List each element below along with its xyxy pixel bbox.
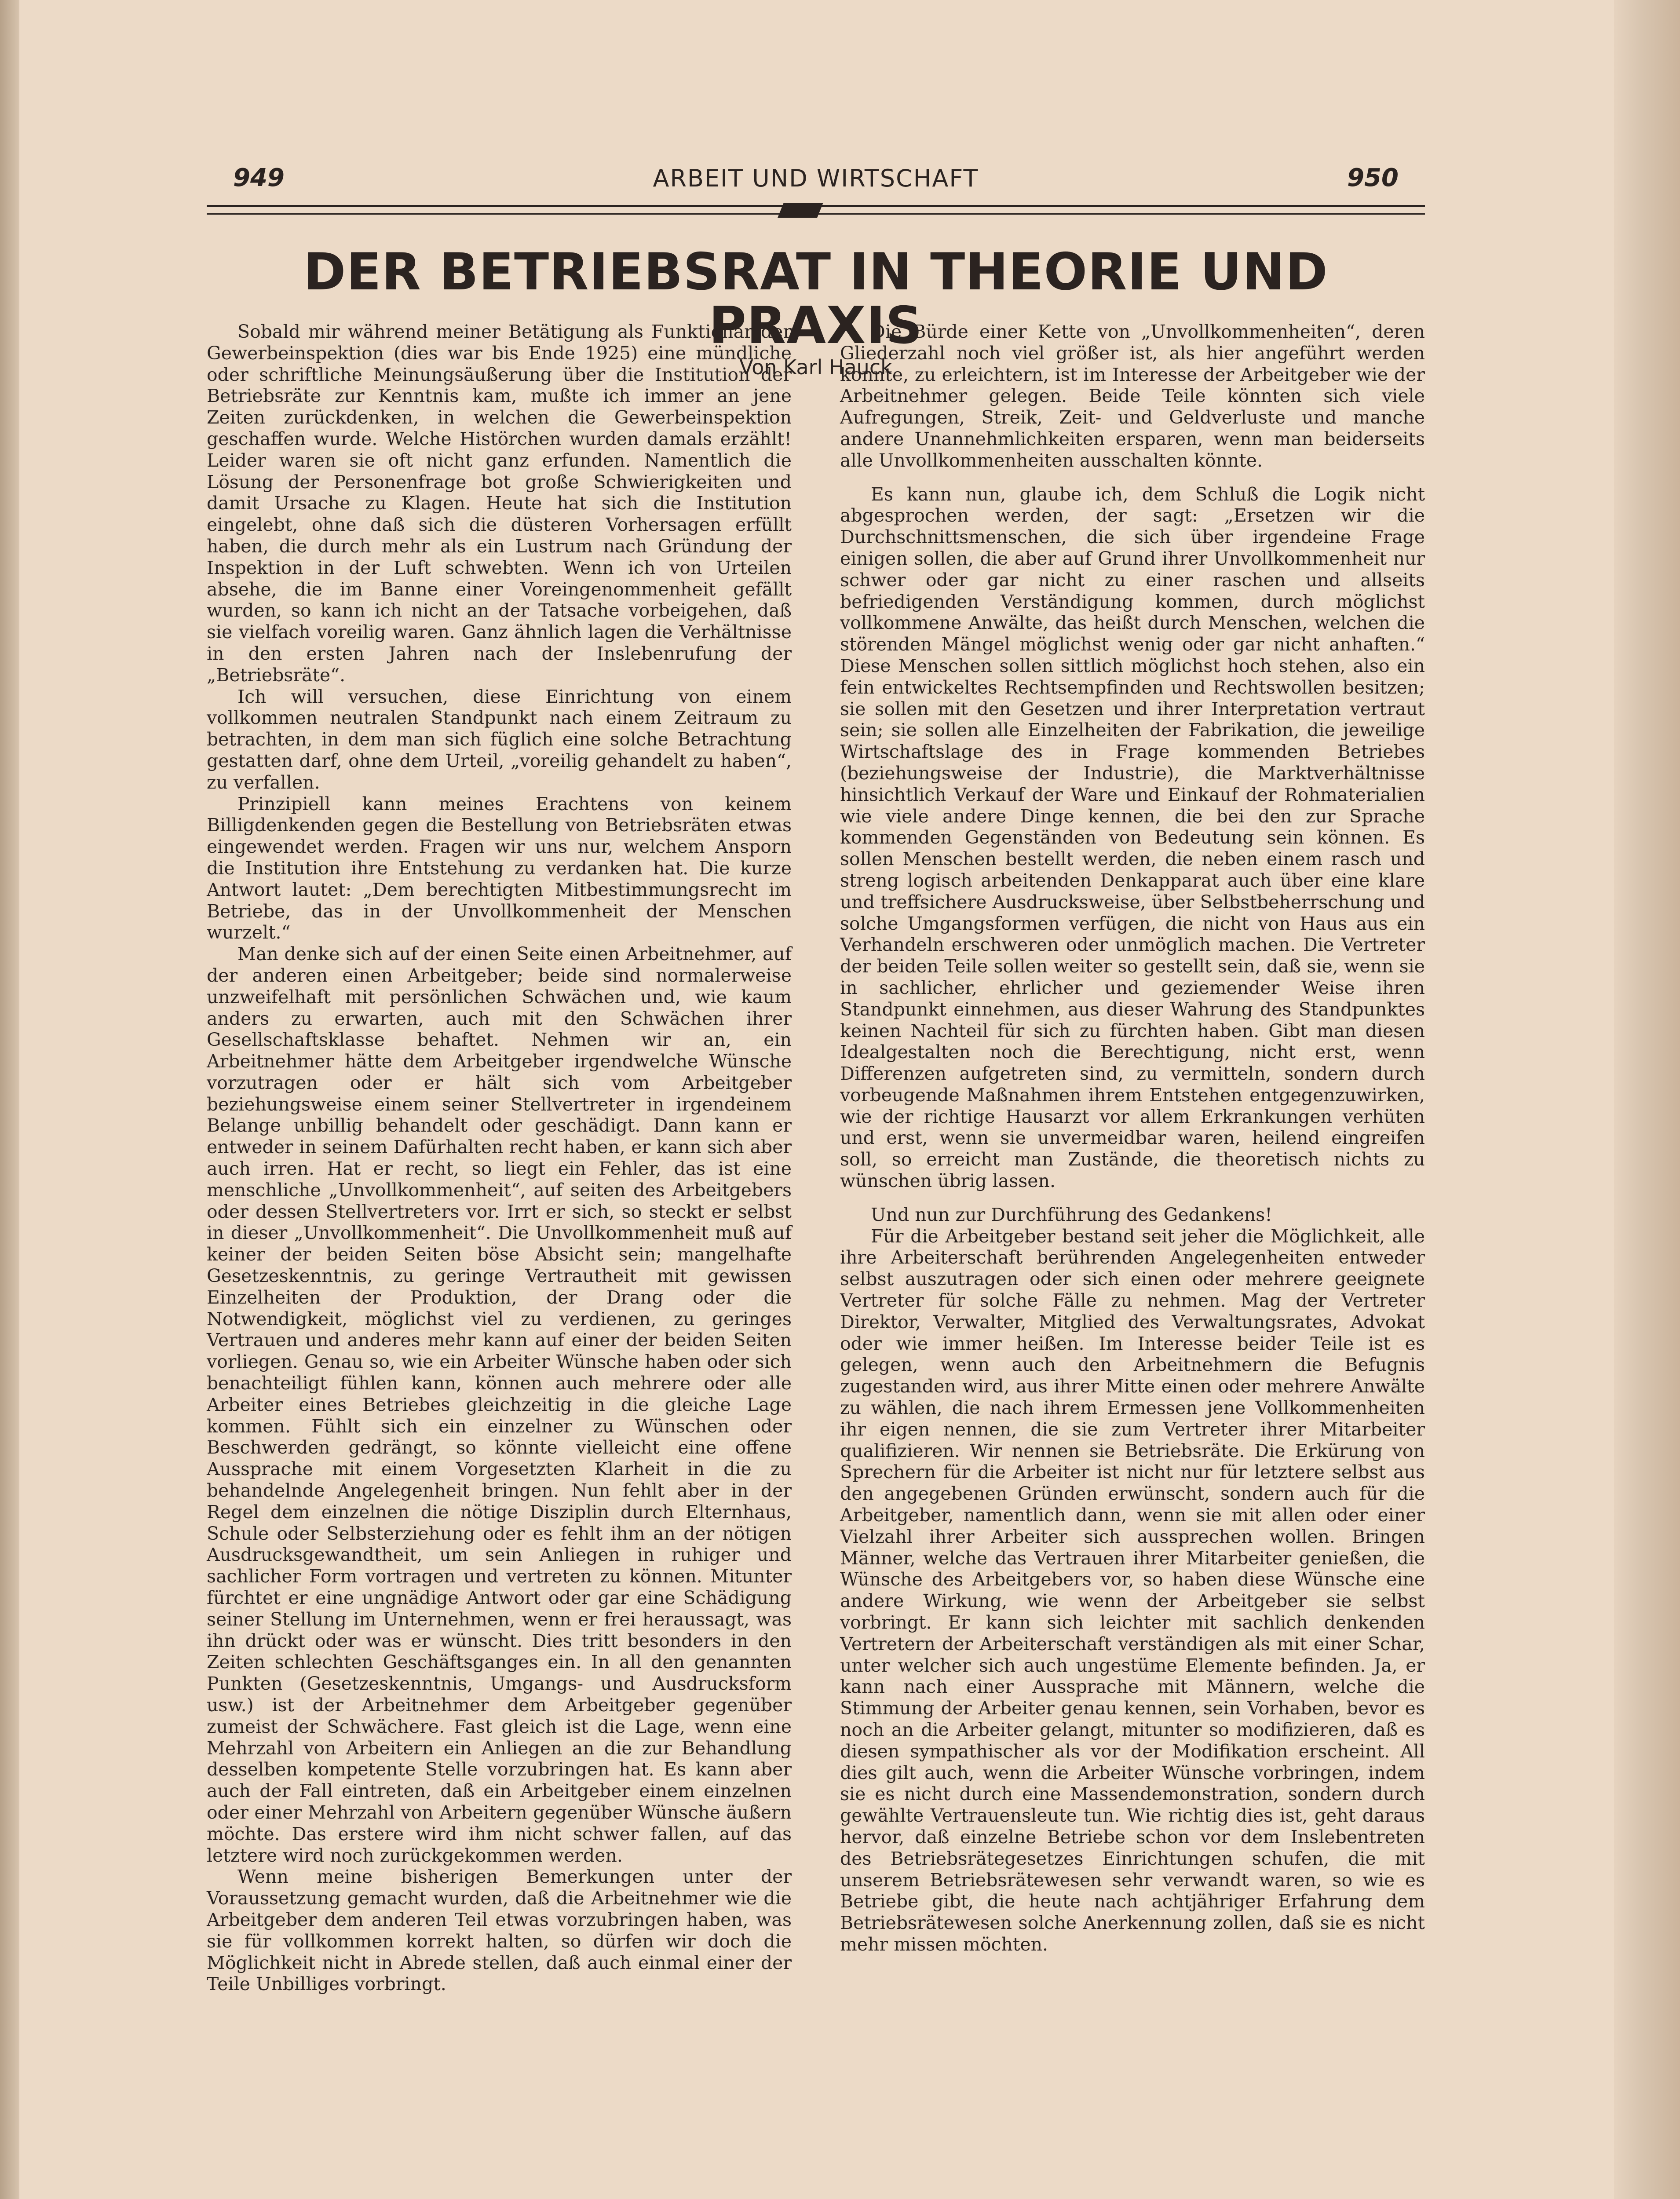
article-body (207, 321, 1425, 1995)
right-column (840, 321, 1425, 1995)
paragraph: Man denke sich auf der einen Seite einen Arbeitnehmer, auf der anderen einen Arbeitgeber; beide sind normalerweise unzweifelhaft mit persönlichen Schwächen und, wie kaum anders zu erwarten, auch mit den Schwächen ihrer Gesellschaftsklasse behaftet. Nehmen wir an, ein Arbeitnehmer hätte dem Arbeitgeber irgendwelche Wünsche vorzutragen oder er hält sich vom Arbeitgeber beziehungsweise einem seiner Stellvertreter in irgendeinem Belange unbillig behandelt oder geschädigt. Dann kann er entweder in seinem Dafürhalten recht haben, er kann sich aber auch irren. Hat er recht, so liegt ein Fehler, das ist eine menschliche „Unvollkommenheit“, auf seiten des Arbeitgebers oder dessen Stellvertreters vor. Irrt er sich, so steckt er selbst in dieser „Unvollkommenheit“. Die Unvollkommenheit muß auf keiner der beiden Seiten böse Absicht sein; mangelhafte Gesetzeskenntnis, zu geringe Vertrautheit mit gewissen Einzelheiten der Produktion, der Drang oder die Notwendigkeit, möglichst viel zu verdienen, zu geringes Vertrauen und anderes mehr kann auf einer der beiden Seiten vorliegen. Genau so, wie ein Arbeiter Wünsche haben oder sich benachteiligt fühlen kann, können auch mehrere oder alle Arbeiter eines Betriebes gleichzeitig in die gleiche Lage kommen. Fühlt sich ein einzelner zu Wünschen oder Beschwerden gedrängt, so könnte vielleicht eine offene Aussprache mit einem Vorgesetzten Klarheit in die zu behandelnde Angelegenheit bringen. Nun fehlt aber in der Regel dem einzelnen die nötige Disziplin durch Elternhaus, Schule oder Selbsterziehung oder es fehlt ihm an der nötigen Ausdrucksgewandtheit, um sein Anliegen in ruhiger und sachlicher Form vortragen und vertreten zu können. Mitunter fürchtet er eine ungnädige Antwort oder gar eine Schädigung seiner Stellung im Unternehmen, wenn er frei heraussagt, was ihn drückt oder was er wünscht. Dies tritt besonders in den Zeiten schlechten Geschäftsganges ein. In all den genannten Punkten (Gesetzeskenntnis, Umgangs- und Ausdrucksform usw.) ist der Arbeitnehmer dem Arbeitgeber gegenüber zumeist der Schwächere. Fast gleich ist die Lage, wenn eine Mehrzahl von Arbeitern ein Anliegen an die zur Behandlung desselben kompetente Stelle vorzubringen hat. Es kann aber auch der Fall eintreten, daß ein Arbeitgeber einem einzelnen oder einer Mehrzahl von Arbeitern gegenüber Wünsche äußern möchte. Das erstere wird ihm nicht schwer fallen, auf das letztere wird noch zurückgekommen werden. (207, 943, 792, 1866)
header-rule-ornament (778, 203, 823, 218)
binding-gutter (0, 0, 19, 2199)
paragraph: Und nun zur Durchführung des Gedankens! (871, 1204, 1272, 1225)
paragraph: Wenn meine bisherigen Bemerkungen unter der Voraussetzung gemacht wurden, daß die Arbeitnehmer wie die Arbeitgeber dem anderen Teil etwas vorzubringen haben, was sie für vollkommen korrekt halten, so dürfen wir doch die Möglichkeit nicht in Abrede stellen, daß auch einmal einer der Teile Unbilliges vorbringt. (207, 1866, 792, 1995)
article-title: DER BETRIEBSRAT IN THEORIE UND PRAXIS (303, 242, 1328, 355)
paragraph: Für die Arbeitgeber bestand seit jeher die Möglichkeit, alle ihre Arbeiterschaft berührenden Angelegenheiten entweder selbst auszutragen oder sich einen oder mehrere geeignete Vertreter für solche Fälle zu nehmen. Mag der Vertreter Direktor, Verwalter, Mitglied des Verwaltungsrates, Advokat oder wie immer heißen. Im Interesse beider Teile ist es gelegen, wenn auch den Arbeitnehmern die Befugnis zugestanden wird, aus ihrer Mitte einen oder mehrere Anwälte zu wählen, die nach ihrem Ermessen jene Vollkommenheiten ihr eigen nennen, die sie zum Vertreter ihrer Mitarbeiter qualifizieren. Wir nennen sie Betriebsräte. Die Erkürung von Sprechern für die Arbeiter ist nicht nur für letztere selbst aus den angegebenen Gründen erwünscht, sondern auch für die Arbeitgeber, namentlich dann, wenn sie mit allen oder einer Vielzahl ihrer Arbeiter sich aussprechen wollen. Bringen Männer, welche das Vertrauen ihrer Mitarbeiter genießen, die Wünsche des Arbeitgebers vor, so haben diese Wünsche eine andere Wirkung, wie wenn der Arbeitgeber sie selbst vorbringt. Er kann sich leichter mit sachlich denkenden Vertretern der Arbeiterschaft verständigen als mit einer Schar, unter welcher sich auch ungestüme Elemente befinden. Ja, er kann nach einer Aussprache mit Männern, welche die Stimmung der Arbeiter genau kennen, sein Vorhaben, bevor es noch an die Arbeiter gelangt, mitunter so modifizieren, daß es diesen sympathischer als vor der Modifikation erscheint. All dies gilt auch, wenn die Arbeiter Wünsche vorbringen, indem sie es nicht durch eine Massendemonstration, sondern durch gewählte Vertrauensleute tun. Wie richtig dies ist, geht daraus hervor, daß einzelne Betriebe schon vor dem Inslebentreten des Betriebsrätegesetzes Einrichtungen schufen, die mit unserem Betriebsrätewesen sehr verwandt waren, so wie es Betriebe gibt, die heute nach achtjähriger Erfahrung dem Betriebsrätewesen solche Anerkennung zollen, daß sie es nicht mehr missen möchten. (840, 1225, 1425, 1955)
page-number-right: 950 (1347, 164, 1399, 192)
paragraph: Sobald mir während meiner Betätigung als Funktionär der Gewerbeinspektion (dies war bis Ende 1925) eine mündliche oder schriftliche Meinungsäußerung über die Institution der Betriebsräte zur Kenntnis kam, mußte ich immer an jene Zeiten zurückdenken, in welchen die Gewerbeinspektion geschaffen wurde. Welche Histörchen wurden damals erzählt! Leider waren sie oft nicht ganz erfunden. Namentlich die Lösung der Personenfrage bot große Schwierigkeiten und damit Ursache zu Klagen. Heute hat sich die Institution eingelebt, ohne daß sich die düsteren Vorhersagen erfüllt haben, die durch mehr als ein Lustrum nach Gründung der Inspektion in der Luft schwebten. Wenn ich von Urteilen absehe, die im Banne einer Voreingenommenheit gefällt wurden, so kann ich nicht an der Tatsache vorbeigehen, daß sie vielfach voreilig waren. Ganz ähnlich lagen die Verhältnisse in den ersten Jahren nach der Inslebenrufung der „Betriebsräte“. (207, 321, 792, 686)
page-edge (1614, 0, 1680, 2199)
left-column (207, 321, 792, 1995)
page-number-left: 949 (233, 164, 285, 192)
magazine-page (207, 158, 1425, 1995)
paragraph: Die Bürde einer Kette von „Unvollkommenheiten“, deren Gliederzahl noch viel größer ist, als hier angeführt werden konnte, zu erleichtern, ist im Interesse der Arbeitgeber wie der Arbeitnehmer gelegen. Beide Teile könnten sich viele Aufregungen, Streik, Zeit- und Geldverluste und manche andere Unannehmlichkeiten ersparen, wenn man beiderseits alle Unvollkommenheiten ausschalten könnte. (840, 321, 1425, 471)
paragraph: Prinzipiell kann meines Erachtens von keinem Billigdenkenden gegen die Bestellung von Betriebsräten etwas eingewendet werden. Fragen wir uns nur, welchem Ansporn die Institution ihre Entstehung zu verdanken hat. Die kurze Antwort lautet: „Dem berechtigten Mitbestimmungsrecht im Betriebe, das in der Unvollkommenheit der Menschen wurzelt.“ (207, 793, 792, 943)
paragraph: Es kann nun, glaube ich, dem Schluß die Logik nicht abgesprochen werden, der sagt: „Ersetzen wir die Durchschnittsmenschen, die sich über irgendeine Frage einigen sollen, die aber auf Grund ihrer Unvollkommenheit nur schwer oder gar nicht zu einer raschen und allseits befriedigenden Verständigung kommen, durch möglichst vollkommene Anwälte, das heißt durch Menschen, welchen die störenden Mängel möglichst wenig oder gar nicht anhaften.“ Diese Menschen sollen sittlich möglichst hoch stehen, also ein fein entwickeltes Rechtsempfinden und Rechtswollen besitzen; sie sollen mit den Gesetzen und ihrer Interpretation vertraut sein; sie sollen alle Einzelheiten der Fabrikation, die jeweilige Wirtschaftslage des in Frage kommenden Betriebes (beziehungsweise der Industrie), die Marktverhältnisse hinsichtlich Verkauf der Ware und Einkauf der Rohmaterialien wie viele andere Dinge kennen, die bei den zur Sprache kommenden Gegenständen von Bedeutung sein können. Es sollen Menschen bestellt werden, die neben einem rasch und streng logisch arbeitenden Denkapparat auch über eine klare und treffsichere Ausdrucksweise, über Selbstbeherrschung und solche Umgangsformen verfügen, die nicht von Haus aus ein Verhandeln erschweren oder unmöglich machen. Die Vertreter der beiden Teile sollen weiter so gestellt sein, daß sie, wenn sie in sachlicher, ehrlicher und geziemender Weise ihren Standpunkt einnehmen, aus dieser Wahrung des Standpunktes keinen Nachteil für sich zu fürchten haben. Gibt man diesen Idealgestalten noch die Berechtigung, nicht erst, wenn Differenzen aufgetreten sind, zu vermitteln, sondern durch vorbeugende Maßnahmen ihrem Entstehen entgegenzuwirken, wie der richtige Hausarzt vor allem Erkrankungen verhüten und erst, wenn sie unvermeidbar waren, heilend eingreifen soll, so erreicht man Zustände, die theoretisch nichts zu wünschen übrig lassen. (840, 483, 1425, 1192)
journal-title: ARBEIT UND WIRTSCHAFT (653, 164, 979, 192)
header-rule (207, 205, 1425, 215)
running-head (207, 158, 1425, 202)
paragraph: Ich will versuchen, diese Einrichtung von einem vollkommen neutralen Standpunkt nach einem Zeitraum zu betrachten, in dem man sich füglich eine solche Betrachtung gestatten darf, ohne dem Urteil, „voreilig gehandelt zu haben“, zu verfallen. (207, 686, 792, 793)
article-byline: Von Karl Hauck (739, 355, 892, 379)
